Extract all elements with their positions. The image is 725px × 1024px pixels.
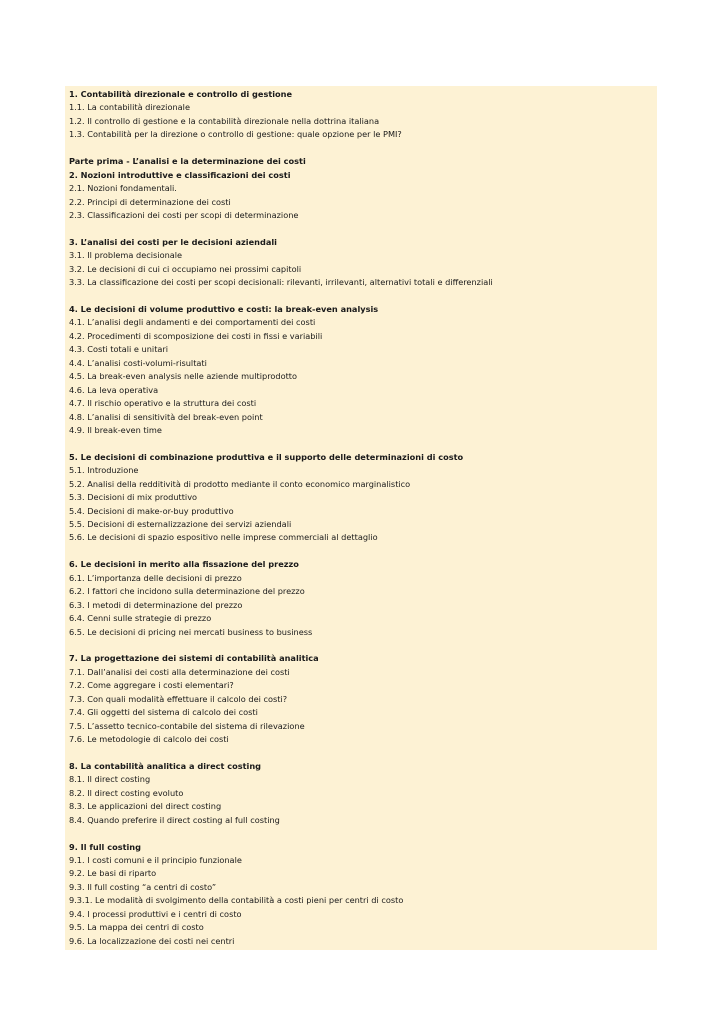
toc-entry: 5.2. Analisi della redditività di prodotto mediante il conto economico marginalistico [69, 478, 411, 489]
toc-entry: 7.4. Gli oggetti del sistema di calcolo dei costi [69, 707, 258, 718]
toc-entry: 1.3. Contabilità per la direzione o controllo di gestione: quale opzione per le PMI? [69, 129, 402, 140]
toc-entry: 3.1. Il problema decisionale [69, 250, 183, 261]
toc-entry: 2.3. Classificazioni dei costi per scopi di determinazione [69, 209, 299, 220]
spacer [69, 142, 657, 155]
toc-entry: 7.1. Dall’analisi dei costi alla determinazione dei costi [69, 666, 290, 677]
toc-entry: 8.3. Le applicazioni del direct costing [69, 801, 222, 812]
toc-entry: 2.2. Principi di determinazione dei costi [69, 196, 231, 207]
toc-entry: 9.5. La mappa dei centri di costo [69, 922, 204, 933]
spacer [69, 437, 657, 450]
toc-entry: 4.9. Il break-even time [69, 424, 162, 435]
toc-entry: 6.5. Le decisioni di pricing nei mercati business to business [69, 626, 313, 637]
toc-entry: 1.2. Il controllo di gestione e la contabilità direzionale nella dottrina italiana [69, 115, 380, 126]
toc-entry: 5.1. Introduzione [69, 465, 139, 476]
spacer [69, 290, 657, 303]
toc-entry: 6.3. I metodi di determinazione del prezzo [69, 599, 243, 610]
toc-entry: 7.3. Con quali modalità effettuare il calcolo dei costi? [69, 693, 288, 704]
toc-entry: 4.3. Costi totali e unitari [69, 344, 169, 355]
spacer [69, 746, 657, 759]
spacer [69, 827, 657, 840]
toc-entry: 4.7. Il rischio operativo e la struttura dei costi [69, 398, 257, 409]
toc-entry: 1.1. La contabilità direzionale [69, 102, 190, 113]
chapter-heading: 3. L’analisi dei costi per le decisioni aziendali [69, 236, 277, 247]
toc-entry: 4.8. L’analisi di sensitività del break-even point [69, 411, 263, 422]
toc-entry: 7.2. Come aggregare i costi elementari? [69, 680, 234, 691]
toc-entry: 7.5. L’assetto tecnico-contabile del sistema di rilevazione [69, 720, 305, 731]
chapter-heading: 9. Il full costing [69, 841, 141, 852]
toc-entry: 5.6. Le decisioni di spazio espositivo nelle imprese commerciali al dettaglio [69, 532, 378, 543]
spacer [69, 639, 657, 652]
toc-entry: 3.3. La classificazione dei costi per scopi decisionali: rilevanti, irrilevanti, alternativi totali e differenziali [69, 277, 493, 288]
toc-entry: 8.4. Quando preferire il direct costing al full costing [69, 814, 280, 825]
toc-entry: 9.1. I costi comuni e il principio funzionale [69, 854, 242, 865]
toc-entry: 6.1. L’importanza delle decisioni di prezzo [69, 572, 242, 583]
toc-entry: 8.1. Il direct costing [69, 774, 151, 785]
toc-entry: 9.3. Il full costing “a centri di costo” [69, 881, 217, 892]
toc-entry: 3.2. Le decisioni di cui ci occupiamo nei prossimi capitoli [69, 263, 302, 274]
toc-entry: 6.4. Cenni sulle strategie di prezzo [69, 613, 212, 624]
chapter-heading: 2. Nozioni introduttive e classificazioni dei costi [69, 169, 291, 180]
chapter-heading: 6. Le decisioni in merito alla fissazione del prezzo [69, 559, 299, 570]
toc-entry: 5.5. Decisioni di esternalizzazione dei servizi aziendali [69, 519, 292, 529]
spacer [69, 222, 657, 235]
toc-entry: 7.6. Le metodologie di calcolo dei costi [69, 734, 229, 744]
toc-entry: 9.4. I processi produttivi e i centri di costo [69, 908, 242, 919]
chapter-heading: 7. La progettazione dei sistemi di contabilità analitica [69, 653, 319, 664]
chapter-heading: 1. Contabilità direzionale e controllo di gestione [69, 89, 293, 99]
toc-entry: 6.2. I fattori che incidono sulla determinazione del prezzo [69, 586, 305, 597]
chapter-heading: 8. La contabilità analitica a direct costing [69, 760, 262, 771]
toc-entry: 2.1. Nozioni fondamentali. [69, 183, 177, 194]
toc-entry: 4.5. La break-even analysis nelle aziende multiprodotto [69, 371, 298, 382]
part-heading: Parte prima - L’analisi e la determinazione dei costi [69, 156, 306, 167]
toc-entry: 4.6. La leva operativa [69, 384, 159, 395]
toc-entry: 4.1. L’analisi degli andamenti e dei comportamenti dei costi [69, 317, 316, 328]
spacer [69, 545, 657, 558]
toc-entry: 9.2. Le basi di riparto [69, 868, 157, 879]
chapter-heading: 5. Le decisioni di combinazione produttiva e il supporto delle determinazioni di costo [69, 451, 464, 462]
toc-entry: 4.4. L’analisi costi-volumi-risultati [69, 357, 207, 368]
toc-entry: 5.3. Decisioni di mix produttivo [69, 492, 198, 503]
toc-entry: 5.4. Decisioni di make-or-buy produttivo [69, 505, 234, 516]
table-of-contents [65, 86, 657, 950]
toc-entry: 9.3.1. Le modalità di svolgimento della contabilità a costi pieni per centri di costo [69, 895, 404, 906]
toc-entry: 4.2. Procedimenti di scomposizione dei costi in fissi e variabili [69, 330, 323, 341]
chapter-heading: 4. Le decisioni di volume produttivo e costi: la break-even analysis [69, 304, 379, 314]
toc-entry: 8.2. Il direct costing evoluto [69, 787, 184, 798]
toc-entry: 9.6. La localizzazione dei costi nei centri [69, 935, 235, 946]
